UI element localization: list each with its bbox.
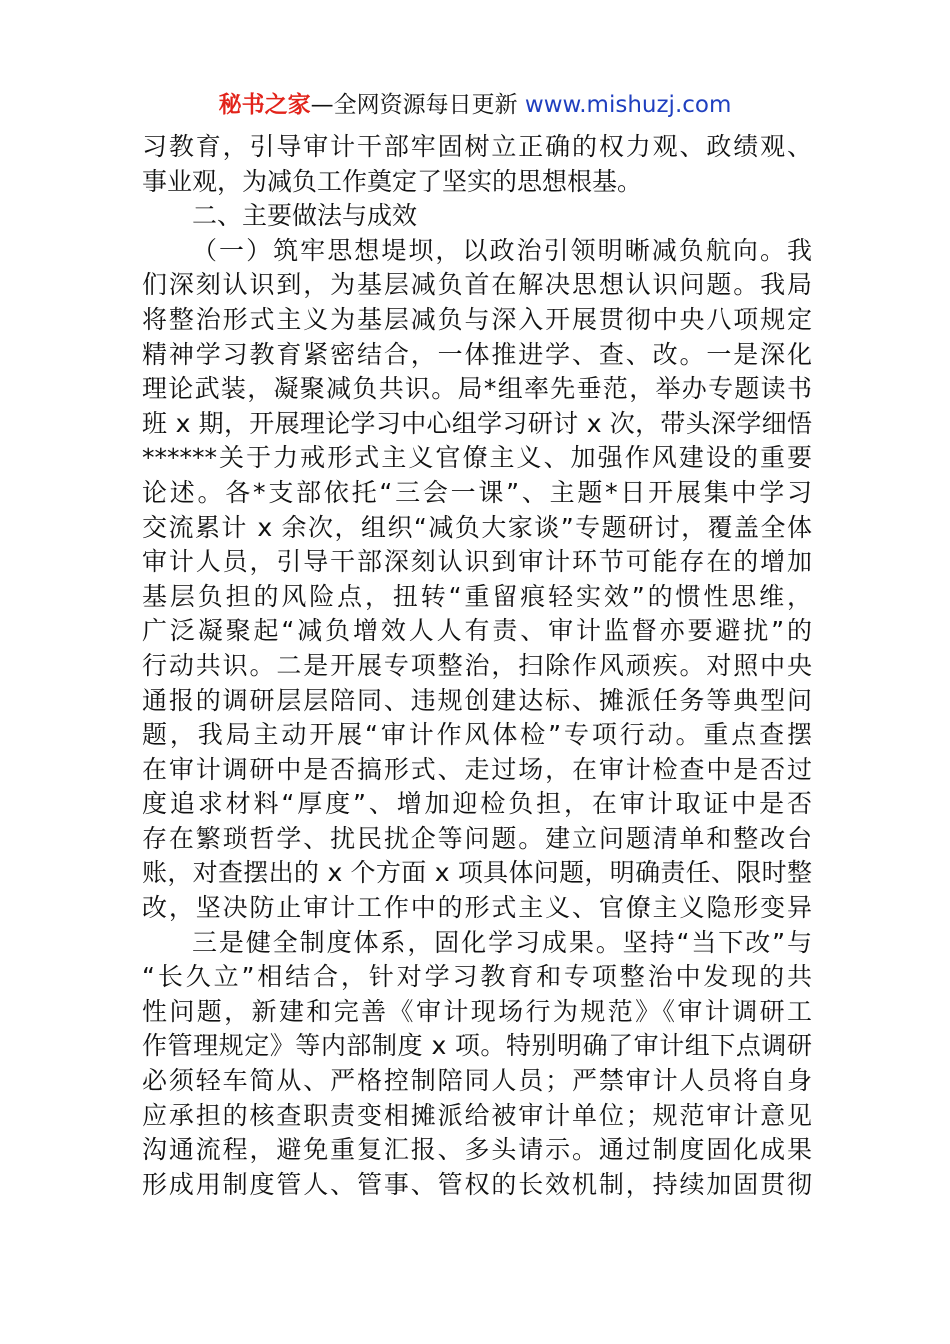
body-line: 题，我局主动开展“审计作风体检”专项行动。重点查摆	[142, 720, 812, 750]
body-line: 改，坚决防止审计工作中的形式主义、官僚主义隐形变异	[142, 893, 812, 923]
body-line: 沟通流程，避免重复汇报、多头请示。通过制度固化成果	[142, 1135, 812, 1165]
body-line: 论述。各*支部依托“三会一课”、主题*日开展集中学习	[142, 477, 812, 507]
body-line: 广泛凝聚起“减负增效人人有责、审计监督亦要避扰”的	[142, 616, 812, 646]
body-line: 事业观，为减负工作奠定了坚实的思想根基。	[142, 166, 643, 196]
body-line: 三是健全制度体系，固化学习成果。坚持“当下改”与	[192, 927, 812, 957]
body-line: 度追求材料“厚度”、增加迎检负担，在审计取证中是否	[142, 789, 812, 819]
body-line: 交流累计 x 余次，组织“减负大家谈”专题研讨，覆盖全体	[142, 512, 812, 542]
body-line: 账，对查摆出的 x 个方面 x 项具体问题，明确责任、限时整	[142, 858, 812, 888]
body-line: 应承担的核查职责变相摊派给被审计单位；规范审计意见	[142, 1100, 812, 1130]
body-line: 理论武装，凝聚减负共识。局*组率先垂范，举办专题读书	[142, 374, 812, 404]
page-header	[0, 88, 950, 122]
body-line: 作管理规定》等内部制度 x 项。特别明确了审计组下点调研	[142, 1031, 812, 1061]
body-line: 将整治形式主义为基层减负与深入开展贯彻中央八项规定	[142, 304, 812, 334]
body-line: 习教育，引导审计干部牢固树立正确的权力观、政绩观、	[142, 132, 812, 161]
body-line: “长久立”相结合，针对学习教育和专项整治中发现的共	[142, 962, 812, 992]
body-line: 班 x 期，开展理论学习中心组学习研讨 x 次，带头深学细悟	[142, 408, 812, 438]
body-line: 审计人员，引导干部深刻认识到审计环节可能存在的增加	[142, 547, 812, 577]
body-line: 性问题，新建和完善《审计现场行为规范》《审计调研工	[142, 996, 812, 1026]
body-line: 在审计调研中是否搞形式、走过场，在审计检查中是否过	[142, 754, 812, 784]
body-line: 精神学习教育紧密结合，一体推进学、查、改。一是深化	[142, 339, 812, 369]
header-slogan: —全网资源每日更新	[310, 92, 525, 118]
body-line: 形成用制度管人、管事、管权的长效机制，持续加固贯彻	[142, 1169, 812, 1199]
document-body	[142, 130, 812, 1202]
section-heading: 二、主要做法与成效	[192, 201, 418, 231]
subsection-heading-line: （一）筑牢思想堤坝，以政治引领明晰减负航向。我	[192, 235, 812, 265]
body-line: 们深刻认识到，为基层减负首在解决思想认识问题。我局	[142, 270, 812, 300]
body-line: 存在繁琐哲学、扰民扰企等问题。建立问题清单和整改台	[142, 823, 812, 853]
body-line: ******关于力戒形式主义官僚主义、加强作风建设的重要	[142, 443, 812, 473]
header-brand: 秘书之家	[218, 92, 311, 118]
body-line: 基层负担的风险点，扭转“重留痕轻实效”的惯性思维，	[142, 581, 812, 611]
body-line: 必须轻车简从、严格控制陪同人员；严禁审计人员将自身	[142, 1066, 812, 1096]
body-line: 通报的调研层层陪同、违规创建达标、摊派任务等典型问	[142, 685, 812, 715]
body-line: 行动共识。二是开展专项整治，扫除作风顽疾。对照中央	[142, 650, 812, 680]
header-site-link[interactable]: www.mishuzj.com	[524, 92, 732, 118]
